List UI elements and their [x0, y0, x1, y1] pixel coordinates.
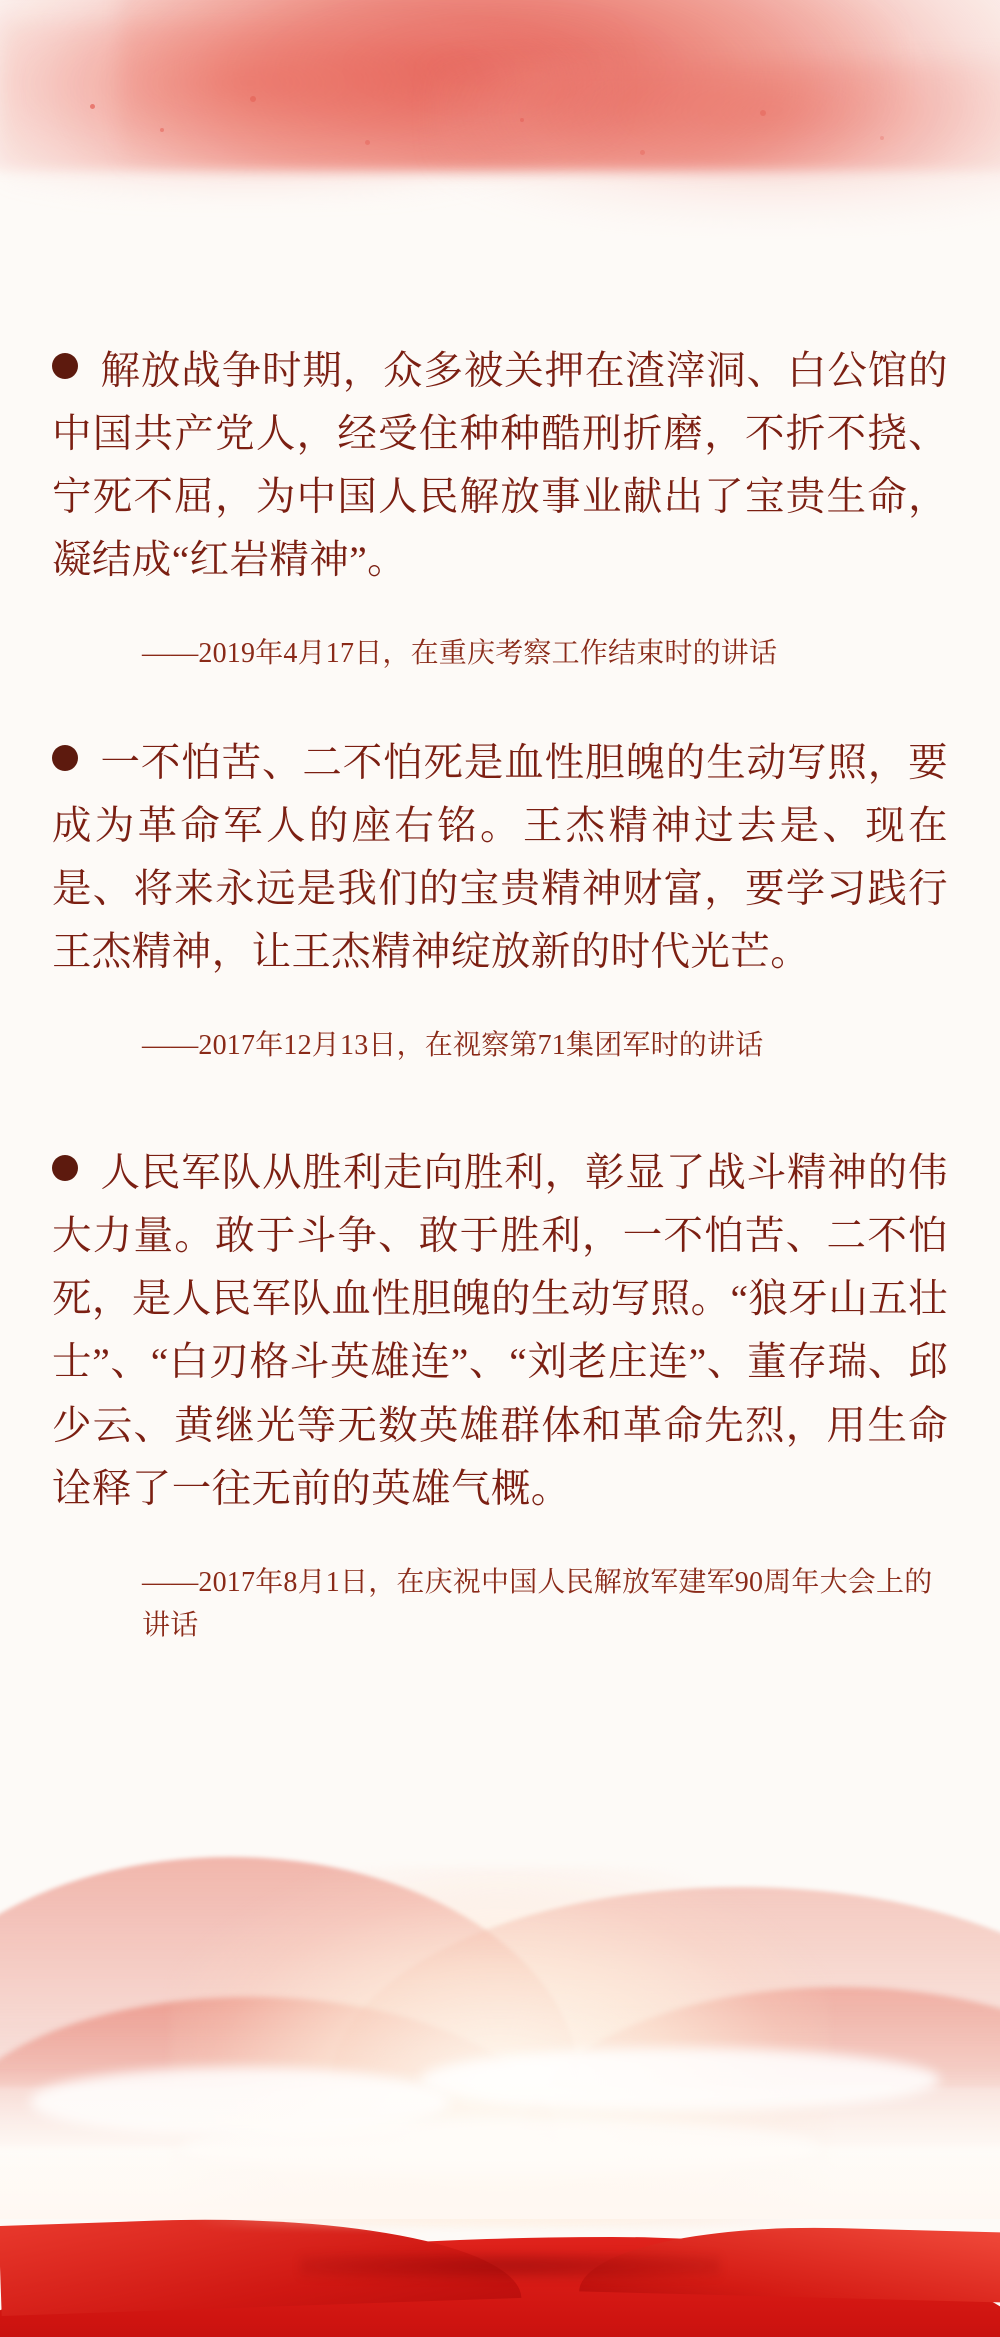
speck-icon [520, 118, 524, 122]
quote-block-3 [52, 1142, 948, 1648]
speck-icon [160, 128, 164, 132]
speck-icon [760, 110, 766, 116]
quote-1-body: 解放战争时期，众多被关押在渣滓洞、白公馆的中国共产党人，经受住种种酷刑折磨，不折不挠、宁死不屈，为中国人民解放事业献出了宝贵生命，凝结成“红岩精神”。 [52, 348, 948, 583]
quote-2-attribution: ——2017年12月13日，在视察第71集团军时的讲话 [142, 1030, 764, 1062]
quote-block-1 [52, 340, 948, 676]
bottom-decorative-landscape [0, 1697, 1000, 2337]
quote-text [52, 340, 948, 593]
quote-block-2 [52, 732, 948, 1068]
bullet-icon [52, 1155, 78, 1181]
quote-2-body: 一不怕苦、二不怕死是血性胆魄的生动写照，要成为革命军人的座右铭。王杰精神过去是、现在是、将来永远是我们的宝贵精神财富，要学习践行王杰精神，让王杰精神绽放新的时代光芒。 [52, 740, 948, 975]
top-decorative-watercolor [0, 0, 1000, 300]
speck-icon [90, 104, 95, 109]
quote-1-attribution: ——2019年4月17日，在重庆考察工作结束时的讲话 [142, 638, 778, 670]
mist-overlay [0, 2069, 1000, 2219]
speck-icon [365, 140, 370, 145]
speck-icon [880, 136, 884, 140]
quote-3-body: 人民军队从胜利走向胜利，彰显了战斗精神的伟大力量。敢于斗争、敢于胜利，一不怕苦、二不怕死，是人民军队血性胆魄的生动写照。“狼牙山五壮士”、“白刃格斗英雄连”、“刘老庄连”、董存瑞、邱少云、黄继光等无数英雄群体和革命先烈，用生命诠释了一往无前的英雄气概。 [52, 1150, 948, 1511]
quote-text [52, 732, 948, 985]
top-fade-mask [0, 170, 1000, 300]
quote-text [52, 1142, 948, 1521]
bullet-icon [52, 745, 78, 771]
speck-icon [250, 96, 256, 102]
quotes-container [0, 300, 1000, 1704]
speck-icon [640, 150, 645, 155]
quote-3-attribution: ——2017年8月1日，在庆祝中国人民解放军建军90周年大会上的讲话 [142, 1566, 933, 1642]
bullet-icon [52, 353, 78, 379]
